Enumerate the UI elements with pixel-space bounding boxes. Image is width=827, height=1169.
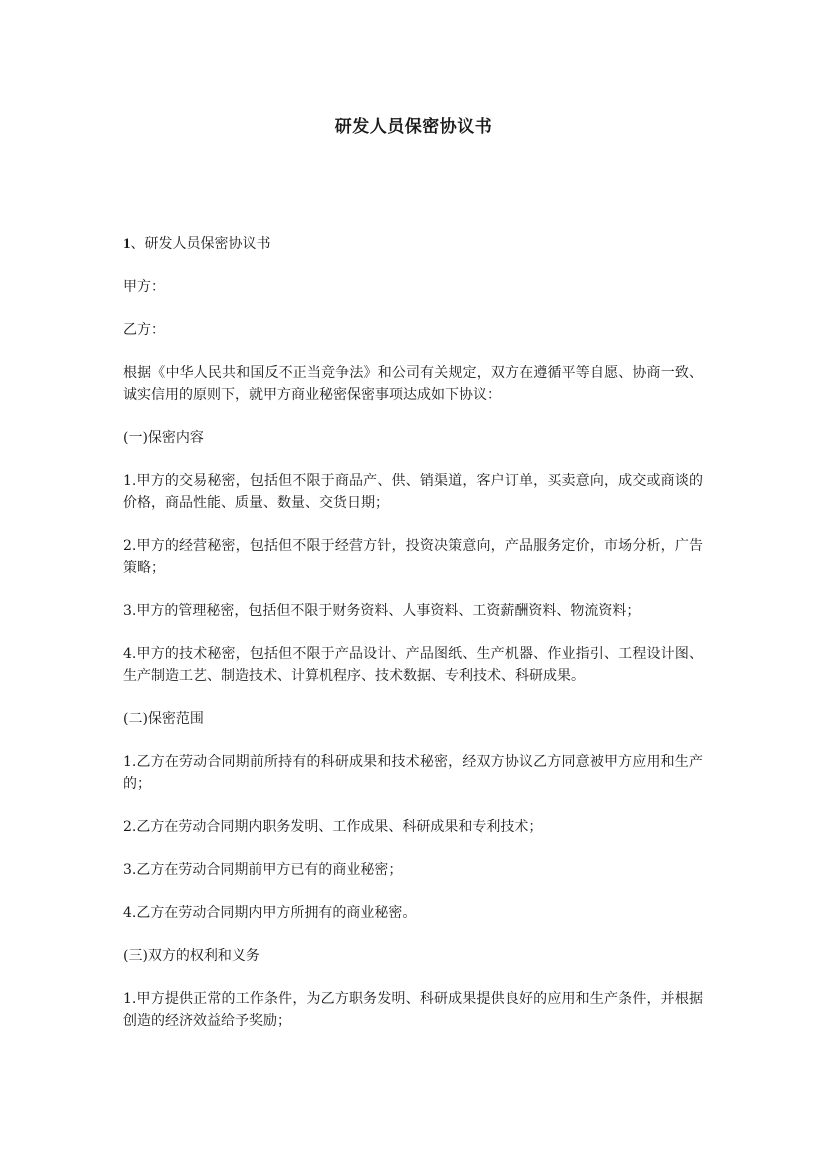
document-body bbox=[123, 233, 703, 1053]
section-2-item: 3.乙方在劳动合同期前甲方已有的商业秘密； bbox=[123, 862, 403, 878]
section-heading bbox=[123, 233, 703, 255]
section-3-item: 1.甲方提供正常的工作条件，为乙方职务发明、科研成果提供良好的应用和生产条件，并根据创造的经济效益给予奖励； bbox=[123, 991, 703, 1029]
section-3-title: (三)双方的权利和义务 bbox=[123, 948, 260, 964]
party-a-label: 甲方： bbox=[123, 279, 165, 295]
party-b-label: 乙方： bbox=[123, 322, 165, 338]
section-1-title: (一)保密内容 bbox=[123, 430, 204, 446]
section-2-title: (二)保密范围 bbox=[123, 711, 204, 727]
section-1-item: 1.甲方的交易秘密，包括但不限于商品产、供、销渠道，客户订单，买卖意向，成交或商谈的价格，商品性能、质量、数量、交货日期； bbox=[123, 473, 703, 511]
section-2-item: 4.乙方在劳动合同期内甲方所拥有的商业秘密。 bbox=[123, 905, 417, 921]
intro-paragraph: 根据《中华人民共和国反不正当竞争法》和公司有关规定，双方在遵循平等自愿、协商一致、诚实信用的原则下，就甲方商业秘密保密事项达成如下协议： bbox=[123, 365, 703, 403]
document-title: 研发人员保密协议书 bbox=[334, 117, 493, 137]
section-1-item: 4.甲方的技术秘密，包括但不限于产品设计、产品图纸、生产机器、作业指引、工程设计图、生产制造工艺、制造技术、计算机程序、技术数据、专利技术、科研成果。 bbox=[123, 646, 703, 684]
section-2-item: 1.乙方在劳动合同期前所持有的科研成果和技术秘密，经双方协议乙方同意被甲方应用和生产的； bbox=[123, 754, 703, 792]
section-2-item: 2.乙方在劳动合同期内职务发明、工作成果、科研成果和专利技术； bbox=[123, 819, 543, 835]
section-1-item: 2.甲方的经营秘密，包括但不限于经营方针，投资决策意向，产品服务定价，市场分析，广告策略； bbox=[123, 538, 703, 576]
heading-text: 、研发人员保密协议书 bbox=[130, 236, 271, 252]
section-1-item: 3.甲方的管理秘密，包括但不限于财务资料、人事资料、工资薪酬资料、物流资料； bbox=[123, 603, 641, 619]
heading-number: 1 bbox=[123, 236, 131, 252]
